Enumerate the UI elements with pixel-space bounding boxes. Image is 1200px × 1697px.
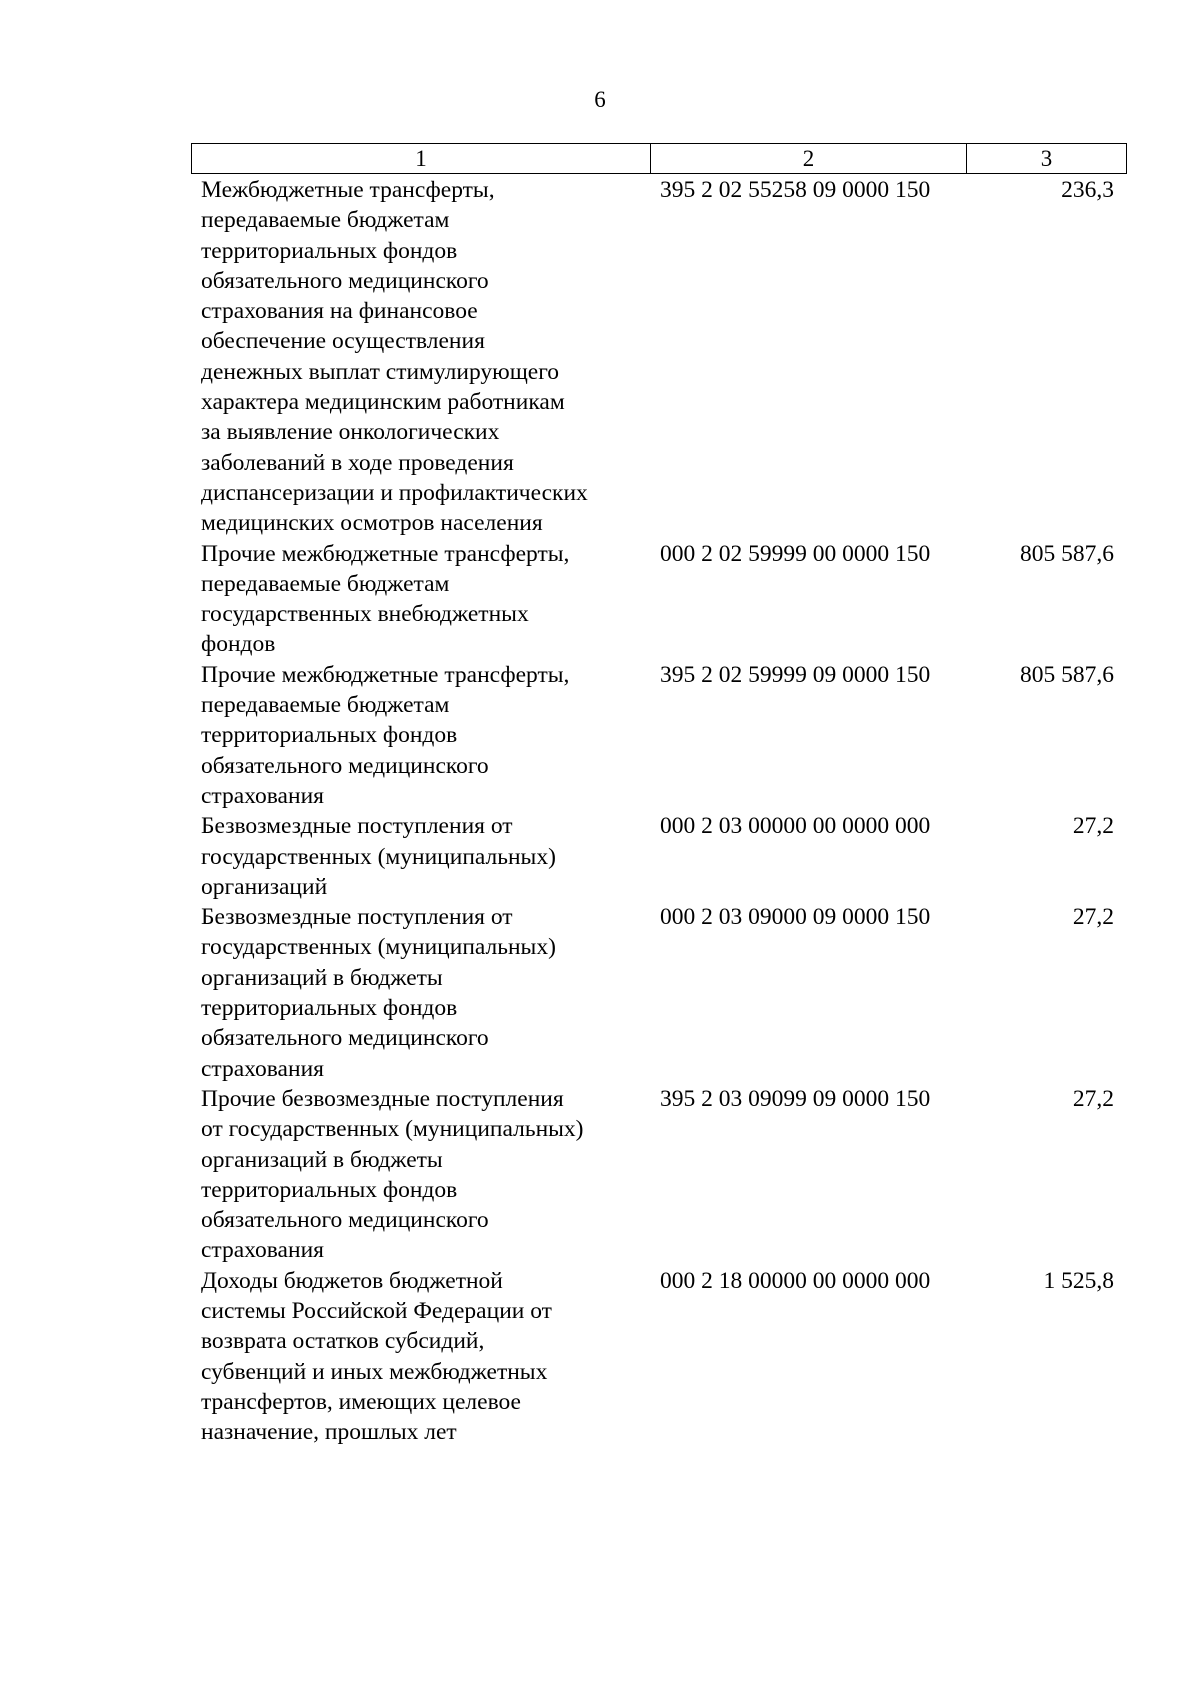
row-name: Доходы бюджетов бюджетной системы Российской Федерации от возврата остатков субсидий, субвенций и иных межбюджетных трансфертов, имеющих целевое назначение, прошлых лет xyxy=(201,1267,552,1446)
row-code: 000 2 02 59999 00 0000 150 xyxy=(660,540,931,567)
page-number: 6 xyxy=(594,87,606,112)
row-name: Прочие безвозмездные поступления от государственных (муниципальных) организаций в бюджеты территориальных фондов обязательного медицинского страхования xyxy=(201,1085,584,1264)
row-code: 000 2 03 00000 00 0000 000 xyxy=(660,813,931,840)
row-name: Прочие межбюджетные трансферты, передаваемые бюджетам территориальных фондов обязательного медицинского страхования xyxy=(201,661,570,809)
row-name: Межбюджетные трансферты, передаваемые бюджетам территориальных фондов обязательного медицинского страхования на финансовое обеспечение осуществления денежных выплат стимулирующего характера медицинским работникам за выявление онкологических заболеваний в ходе проведения диспансеризации и профилактических медицинских осмотров населения xyxy=(201,177,588,537)
row-code: 395 2 02 55258 09 0000 150 xyxy=(660,177,931,203)
row-amount: 805 587,6 xyxy=(1020,661,1114,688)
row-amount: 27,2 xyxy=(1072,813,1114,840)
row-amount: 1 525,8 xyxy=(1043,1267,1114,1294)
row-amount: 27,2 xyxy=(1072,904,1114,931)
row-amount: 27,2 xyxy=(1072,1085,1114,1112)
table-row xyxy=(191,1084,1127,1266)
table-row xyxy=(191,1266,1127,1448)
row-code: 395 2 02 59999 09 0000 150 xyxy=(660,661,931,688)
header-col-2: 2 xyxy=(651,144,967,173)
header-col-1: 1 xyxy=(192,144,651,173)
header-col-3: 3 xyxy=(1040,146,1053,171)
table-row xyxy=(191,811,1127,902)
table-header xyxy=(191,143,1127,174)
table-row xyxy=(191,660,1127,811)
table-row xyxy=(191,175,1127,539)
row-amount: 236,3 xyxy=(1061,177,1114,203)
row-code: 395 2 03 09099 09 0000 150 xyxy=(660,1085,931,1112)
row-code: 000 2 18 00000 00 0000 000 xyxy=(660,1267,931,1294)
row-name: Безвозмездные поступления от государственных (муниципальных) организаций в бюджеты территориальных фондов обязательного медицинского страхования xyxy=(201,904,556,1082)
table-row xyxy=(191,902,1127,1084)
table-body xyxy=(191,175,1127,1447)
row-name: Безвозмездные поступления от государственных (муниципальных) организаций xyxy=(201,813,556,900)
row-amount: 805 587,6 xyxy=(1020,540,1114,567)
table-row xyxy=(191,539,1127,660)
row-code: 000 2 03 09000 09 0000 150 xyxy=(660,904,931,931)
row-name: Прочие межбюджетные трансферты, передаваемые бюджетам государственных внебюджетных фондов xyxy=(201,540,570,658)
